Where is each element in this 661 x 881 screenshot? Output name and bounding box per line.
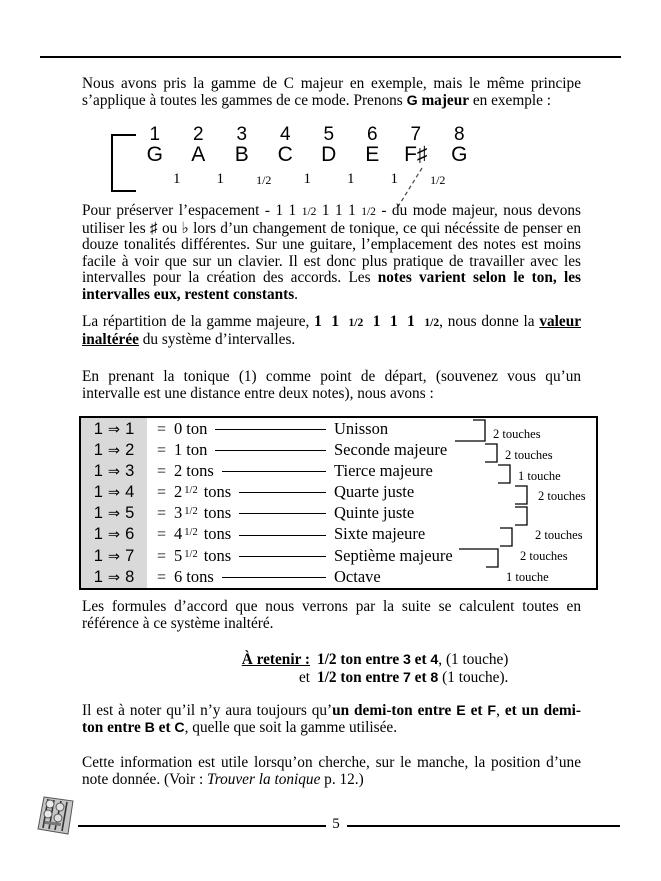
tones-unit: ton (186, 440, 208, 460)
tones-unit: tons (186, 461, 214, 481)
interval-cell (81, 547, 147, 566)
tones-number: 6 (174, 566, 183, 586)
text-run: Nous avons pris la gamme de C majeur en exemple, mais le même principe s’applique à toutes les gammes de ce mode. Prenons (82, 75, 581, 109)
interval-cell (81, 504, 147, 523)
half-fraction: 1/2 (348, 317, 364, 329)
half-fraction: 1/2 (361, 206, 376, 218)
text-run-bold: et un demi-ton entre (82, 702, 581, 736)
scale-degree: 3 (236, 124, 248, 145)
text-run: La répartition de la gamme majeure, (82, 313, 315, 330)
interval-name: Tierce majeure (334, 461, 433, 481)
scale-note: B (234, 143, 249, 166)
scale-note: A (191, 143, 206, 166)
touches-label: 1 touche (506, 570, 549, 584)
retenir-line-1 (218, 651, 508, 669)
connector-line (239, 513, 326, 514)
text-run: Pour préserver l’espacement - 1 1 (82, 202, 302, 219)
bracket-line (515, 486, 527, 504)
interval-step: 1 (390, 171, 398, 187)
interval-value (174, 419, 207, 439)
from-degree: 1 (93, 504, 103, 523)
interval-name: Unisson (334, 419, 389, 438)
tones-number: 3 (174, 503, 183, 523)
connector-line (222, 471, 326, 472)
to-degree: 6 (125, 525, 135, 544)
equals-sign: = (157, 463, 167, 481)
paragraph-espacement (82, 203, 581, 304)
degree-number: 8 (430, 670, 439, 687)
text-run: , (496, 702, 505, 719)
retenir-label: À retenir : (241, 651, 310, 668)
degree-number: 3 (402, 652, 411, 668)
text-run-bold: et (465, 702, 488, 719)
connector-line (239, 556, 326, 557)
page-number: 5 (332, 816, 340, 832)
paragraph-tonique: En prenant la tonique (1) comme point de départ, (souvenez vous qu’un intervalle est une distance entre deux notes), nous avons : (82, 368, 581, 402)
text-run-bold: et (154, 718, 175, 736)
interval-cell (81, 525, 147, 544)
interval-value (174, 503, 231, 523)
from-degree: 1 (93, 441, 103, 460)
connector-line (215, 429, 326, 430)
equals-sign: = (157, 421, 167, 438)
tones-number: 1 (174, 440, 183, 460)
touche-note: (1 touche) (445, 651, 509, 668)
to-degree: 8 (125, 567, 135, 586)
text-run-bold: 1/2 ton entre (317, 651, 403, 668)
touche-note: (1 touche). (438, 669, 509, 687)
retenir-rule-1 (317, 651, 508, 669)
text-run-bold: 1/2 ton entre (317, 669, 403, 687)
scale-note: F♯ (404, 143, 428, 166)
from-degree: 1 (93, 420, 103, 438)
bracket-line (455, 420, 485, 441)
text-run-bold: notes varient selon le ton, les intervalles eux, restent constants (82, 269, 581, 303)
from-degree: 1 (93, 525, 103, 544)
connector-line (215, 450, 326, 451)
connector-line (239, 535, 326, 536)
intervals-table (79, 416, 598, 590)
tones-unit: ton (186, 419, 208, 438)
text-run-italic: Trouver la tonique (207, 770, 321, 788)
scale-degree: 5 (323, 124, 335, 145)
paragraph-intro (82, 76, 581, 109)
touches-label: 1 touche (518, 469, 561, 483)
top-rule (40, 56, 621, 58)
from-degree: 1 (93, 546, 103, 565)
to-degree: 3 (125, 462, 135, 481)
tones-unit: tons (203, 524, 232, 544)
paragraph-information (82, 755, 581, 788)
from-degree: 1 (93, 567, 103, 586)
double-arrow-icon: ⇒ (107, 506, 121, 523)
paragraph-formules: Les formules d’accord que nous verrons par la suite se calculent toutes en référence à ce système inaltéré. (82, 598, 581, 632)
bracket-line (515, 507, 527, 525)
scale-degree: 2 (192, 124, 204, 145)
equals-sign: = (157, 568, 167, 586)
tones-fraction: 1/2 (184, 527, 198, 539)
interval-cell (81, 420, 147, 439)
scale-degree: 6 (366, 124, 378, 145)
text-run-bold: majeur (421, 91, 470, 109)
interval-step: 1 (347, 171, 355, 187)
touches-label: 2 touches (505, 448, 553, 462)
scale-note: G (146, 143, 163, 166)
interval-cell (81, 462, 147, 481)
touches-label: 2 touches (535, 528, 583, 542)
scale-note: C (277, 143, 293, 166)
scale-degree: 8 (453, 124, 465, 145)
double-arrow-icon: ⇒ (107, 422, 121, 438)
text-run: , (438, 651, 446, 668)
degree-number: 7 (402, 670, 411, 687)
text-run-bold: 1 1 (314, 313, 349, 330)
footer-rule-left (78, 825, 326, 827)
flat-symbol: ♭ (181, 219, 190, 237)
double-arrow-icon: ⇒ (107, 485, 121, 502)
text-run: lors d’un changement de tonique, ce qui nécéssite de penser en douze tonalités différentes. Sur une guitare, l’emplacement des notes est moins facile à voir que sur un clavier. Il est donc plus pratique de travailler avec les intervalles pour la création des accords. Les (82, 219, 581, 287)
text-run: , nous donne la (439, 313, 540, 330)
scale-degree: 1 (149, 124, 161, 145)
interval-value (174, 524, 231, 544)
tones-number: 2 (174, 461, 183, 481)
text-run-bold: un demi-ton entre (332, 702, 457, 719)
interval-cell (81, 483, 147, 502)
half-fraction: 1/2 (424, 317, 440, 329)
interval-value (174, 461, 214, 481)
bracket-line (459, 549, 498, 567)
interval-value (174, 546, 231, 566)
interval-step: 1 (173, 171, 181, 187)
half-fraction: 1/2 (301, 206, 317, 218)
touches-label: 2 touches (520, 549, 568, 563)
tones-fraction: 1/2 (184, 506, 198, 518)
degree-number: 4 (430, 652, 439, 668)
interval-value (174, 482, 231, 502)
tones-fraction: 1/2 (184, 548, 198, 560)
to-degree: 2 (125, 441, 135, 460)
tones-unit: tons (203, 503, 232, 523)
interval-step: 1/2 (430, 173, 446, 187)
equals-sign: = (157, 505, 167, 523)
text-run-bold-sans: G (406, 92, 418, 109)
text-run-bold: et (410, 651, 431, 668)
scale-degree: 4 (279, 124, 291, 145)
tones-number: 2 (174, 482, 183, 502)
double-arrow-icon: ⇒ (107, 569, 121, 586)
text-run: 1 1 1 (316, 202, 362, 219)
double-arrow-icon: ⇒ (107, 527, 121, 544)
scale-note: E (365, 143, 380, 166)
connector-line (239, 492, 326, 493)
interval-value (174, 440, 207, 460)
tones-fraction: 1/2 (184, 485, 198, 497)
to-degree: 7 (125, 546, 135, 565)
from-degree: 1 (93, 462, 103, 481)
sharp-symbol: ♯ (149, 219, 158, 237)
scale-note: D (321, 143, 337, 166)
touches-brackets (455, 418, 596, 584)
double-arrow-icon: ⇒ (107, 464, 121, 481)
to-degree: 1 (125, 420, 135, 438)
to-degree: 4 (125, 483, 135, 502)
text-run: ou (157, 219, 182, 237)
retenir-rule-2 (317, 669, 508, 687)
double-arrow-icon: ⇒ (107, 443, 121, 460)
connector-line (222, 577, 326, 578)
a-retenir-block (218, 651, 508, 688)
bracket-line (485, 444, 497, 462)
tones-number: 0 (174, 419, 183, 438)
scale-degree: 7 (410, 124, 422, 145)
equals-sign: = (157, 442, 167, 460)
note-letter: C (174, 719, 185, 736)
tones-unit: tons (203, 482, 232, 502)
text-run: Il est à noter qu’il n’y aura toujours qu’ (82, 702, 333, 719)
text-run-bold: et (410, 669, 431, 687)
equals-sign: = (157, 526, 167, 544)
interval-name: Quarte juste (334, 482, 415, 502)
bracket-line (500, 528, 512, 546)
retenir-et: et (298, 669, 310, 687)
note-letter: E (456, 703, 466, 719)
interval-value (174, 567, 214, 587)
interval-name: Quinte juste (334, 503, 415, 523)
interval-cell (81, 441, 147, 460)
tuning-pegs-image (37, 794, 81, 836)
text-run-bold: 1 1 1 (363, 313, 425, 330)
touches-label: 2 touches (538, 489, 586, 503)
text-run: p. 12.) (320, 770, 364, 788)
scale-note: G (451, 143, 468, 166)
equals-sign: = (157, 484, 167, 502)
text-run: en exemple : (469, 91, 551, 109)
interval-name: Septième majeure (334, 545, 453, 565)
text-run-bold-underline: valeur inaltérée (82, 313, 581, 348)
text-run: - du mode majeur, nous devons utiliser les (82, 202, 581, 237)
interval-step: 1 (303, 171, 311, 187)
equals-sign: = (157, 547, 167, 565)
interval-name: Octave (334, 566, 381, 586)
note-letter: F (487, 703, 497, 719)
text-run: , quelle que soit la gamme utilisée. (184, 718, 398, 736)
retenir-line-2 (218, 669, 508, 687)
double-arrow-icon: ⇒ (107, 548, 121, 565)
note-letter: B (144, 719, 155, 736)
touches-label: 2 touches (493, 427, 541, 441)
to-degree: 5 (125, 504, 135, 523)
paragraph-demi-ton (82, 703, 581, 736)
text-run: . (294, 285, 298, 303)
interval-cell (81, 568, 147, 587)
text-run: du système d’intervalles. (138, 330, 296, 348)
interval-name: Seconde majeure (334, 440, 448, 460)
scale-diagram (0, 124, 661, 204)
interval-step: 1/2 (256, 173, 272, 187)
from-degree: 1 (93, 483, 103, 502)
bracket-line (498, 465, 510, 483)
tones-number: 4 (174, 524, 183, 544)
tones-number: 5 (174, 545, 183, 565)
footer-rule-right (347, 825, 620, 827)
tones-unit: tons (203, 545, 232, 565)
interval-name: Sixte majeure (334, 524, 426, 544)
paragraph-repartition (82, 314, 581, 348)
tones-unit: tons (186, 566, 214, 586)
interval-step: 1 (216, 171, 224, 187)
text-run: Cette information est utile lorsqu’on cherche, sur le manche, la position d’une note donnée. (Voir : (82, 754, 581, 788)
